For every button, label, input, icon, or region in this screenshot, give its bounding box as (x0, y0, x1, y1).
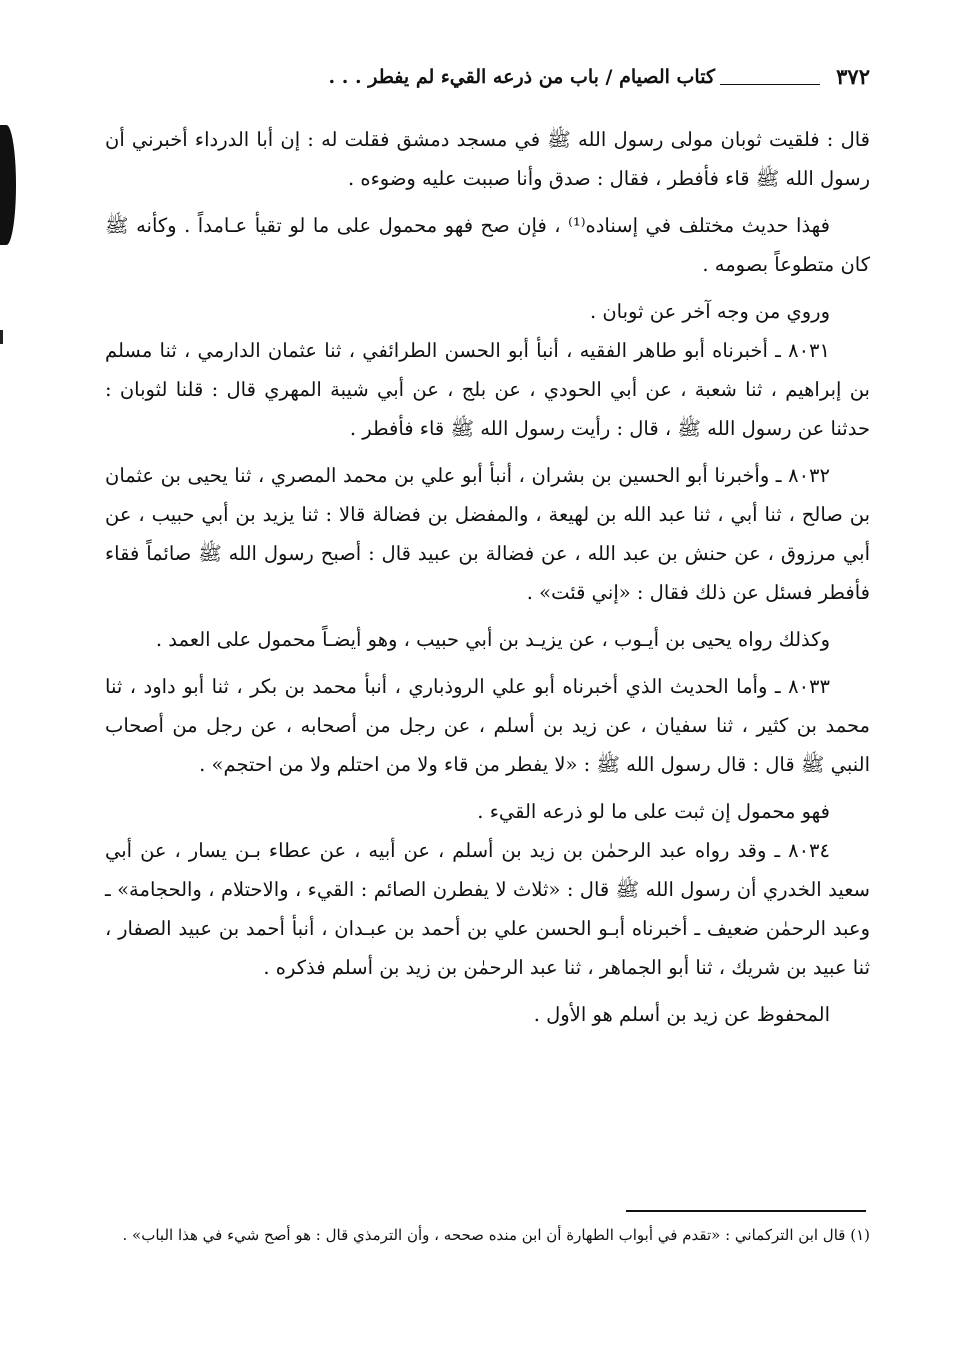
paragraph: وروي من وجه آخر عن ثوبان . (589, 300, 830, 323)
scan-edge-shadow (0, 125, 16, 245)
hadith-paragraph: ٨٠٣٤ ـ وقد رواه عبد الرحمٰن بن زيد بن أسلم ، عن أبيه ، عن عطاء بـن يسار ، عن أبي سعيد الخدري أن رسول الله ﷺ قال : «ثلاث لا يفطرن الصائم : القيء ، والاحتلام ، والحجامة» ـ وعبد الرحمٰن ضعيف ـ أخبرناه أبـو الحسن علي بن أحمد بن عبـدان ، أنبأ أحمد بن عبيد الصفار ، ثنا عبيد بن شريك ، ثنا أبو الجماهر ، ثنا عبد الرحمٰن بن زيد بن أسلم فذكره . (105, 839, 870, 979)
page-number: ٣٧٢ (836, 64, 870, 89)
paragraph: المحفوظ عن زيد بن أسلم هو الأول . (533, 1003, 830, 1026)
paragraph: فهذا حديث مختلف في إسناده⁽¹⁾ ، فإن صح فهو محمول على ما لو تقيأ عـامداً . وكأنه ﷺ كان متطوعاً بصومه . (105, 214, 870, 276)
paragraph: فهو محمول إن ثبت على ما لو ذرعه القيء . (477, 800, 830, 823)
hadith-paragraph: ٨٠٣٣ ـ وأما الحديث الذي أخبرناه أبو علي الروذباري ، أنبأ محمد بن بكر ، ثنا أبو داود ، ثنا محمد بن كثير ، ثنا سفيان ، عن زيد بن أسلم ، عن رجل من أصحابه ، عن رجل من أصحاب النبي ﷺ قال : قال رسول الله ﷺ : «لا يفطر من قاء ولا من احتلم ولا من احتجم» . (105, 675, 870, 776)
paragraph: قال : فلقيت ثوبان مولى رسول الله ﷺ في مسجد دمشق فقلت له : إن أبا الدرداء أخبرني أن رسول الله ﷺ قاء فأفطر ، فقال : صدق وأنا صببت عليه وضوءه . (105, 128, 870, 190)
paragraph: وكذلك رواه يحيى بن أيـوب ، عن يزيـد بن أبي حبيب ، وهو أيضـاً محمول على العمد . (155, 628, 830, 651)
hadith-paragraph: ٨٠٣١ ـ أخبرناه أبو طاهر الفقيه ، أنبأ أبو الحسن الطرائفي ، ثنا عثمان الدارمي ، ثنا مسلم بن إبراهيم ، ثنا شعبة ، عن أبي الحودي ، عن بلج ، عن أبي شيبة المهري قال : قلنا لثوبان : حدثنا عن رسول الله ﷺ ، قال : رأيت رسول الله ﷺ قاء فأفطر . (105, 339, 870, 440)
footnote-rule (626, 1210, 866, 1212)
main-text (105, 120, 870, 1034)
scan-edge-mark (0, 330, 3, 344)
header-rule (720, 84, 820, 85)
footnote: (١) قال ابن التركماني : «تقدم في أبواب الطهارة أن ابن منده صححه ، وأن الترمذي قال : هو أصح شيء في هذا الباب» . (122, 1226, 870, 1244)
hadith-paragraph: ٨٠٣٢ ـ وأخبرنا أبو الحسين بن بشران ، أنبأ أبو علي بن محمد المصري ، ثنا يحيى بن عثمان بن صالح ، ثنا أبي ، ثنا عبد الله بن لهيعة ، والمفضل بن فضالة قالا : ثنا يزيد بن أبي حبيب ، عن أبي مرزوق ، عن حنش بن عبد الله ، عن فضالة بن عبيد قال : أصبح رسول الله ﷺ صائماً فقاء فأفطر فسئل عن ذلك فقال : «إني قئت» . (105, 464, 870, 604)
running-title: كتاب الصيام / باب من ذرعه القيء لم يفطر . . . (328, 66, 715, 88)
page-header (105, 62, 870, 98)
